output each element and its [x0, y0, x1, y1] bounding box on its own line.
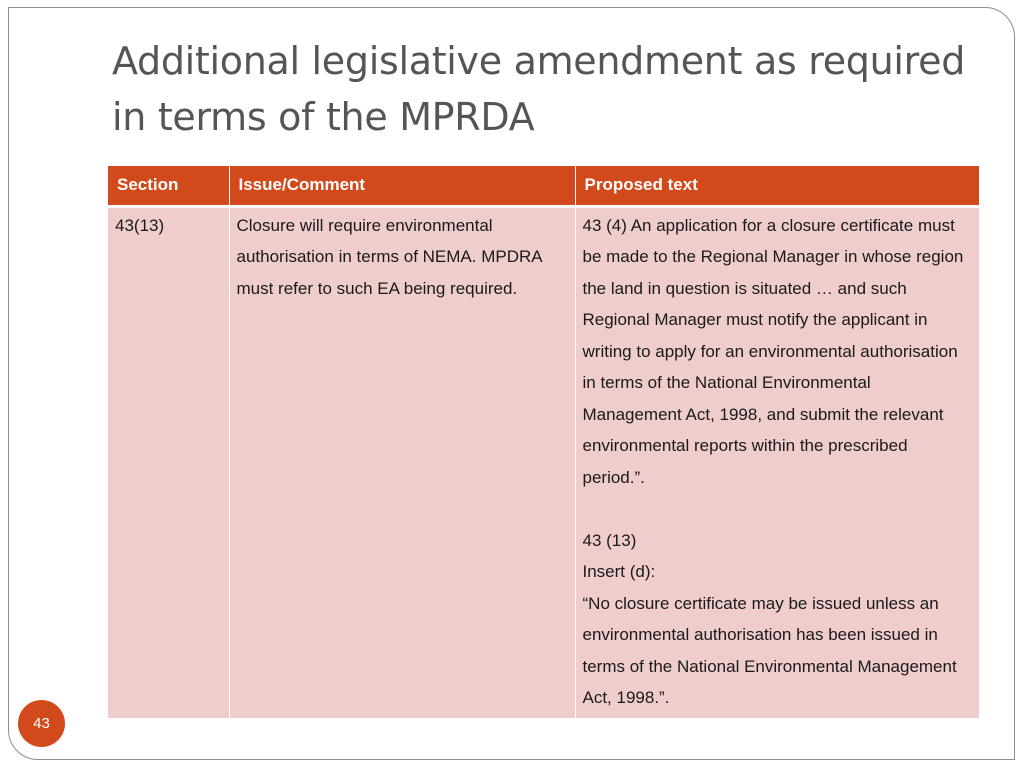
proposed-text-insert-label: Insert (d):	[582, 562, 656, 581]
cell-section: 43(13)	[108, 206, 229, 718]
slide-title: Additional legislative amendment as required in terms of the MPRDA	[112, 39, 966, 139]
table-row	[108, 206, 979, 718]
table-header-row	[108, 166, 979, 206]
proposed-text-paragraph-2: “No closure certificate may be issued unless an environmental authorisation has been issued in terms of the National Environmental Management Act, 1998.”.	[582, 593, 957, 707]
header-section: Section	[108, 166, 229, 206]
paragraph-spacer	[583, 493, 974, 525]
page-number-badge: 43	[18, 700, 65, 747]
proposed-text-section-ref: 43 (13)	[582, 530, 637, 550]
proposed-text-paragraph-1: 43 (4) An application for a closure certificate must be made to the Regional Manager in whose region the land in question is situated … and such Regional Manager must notify the applicant in writing to apply for an environmental authorisation in terms of the National Environmental Management Act, 1998, and submit the relevant environmental reports within the prescribed period.”.	[582, 215, 964, 487]
cell-proposed-text	[575, 206, 979, 718]
amendment-table	[108, 166, 979, 718]
cell-issue-comment: Closure will require environmental authorisation in terms of NEMA. MPDRA must refer to such EA being required.	[229, 206, 575, 718]
header-proposed-text: Proposed text	[575, 166, 979, 206]
header-issue-comment: Issue/Comment	[229, 166, 575, 206]
